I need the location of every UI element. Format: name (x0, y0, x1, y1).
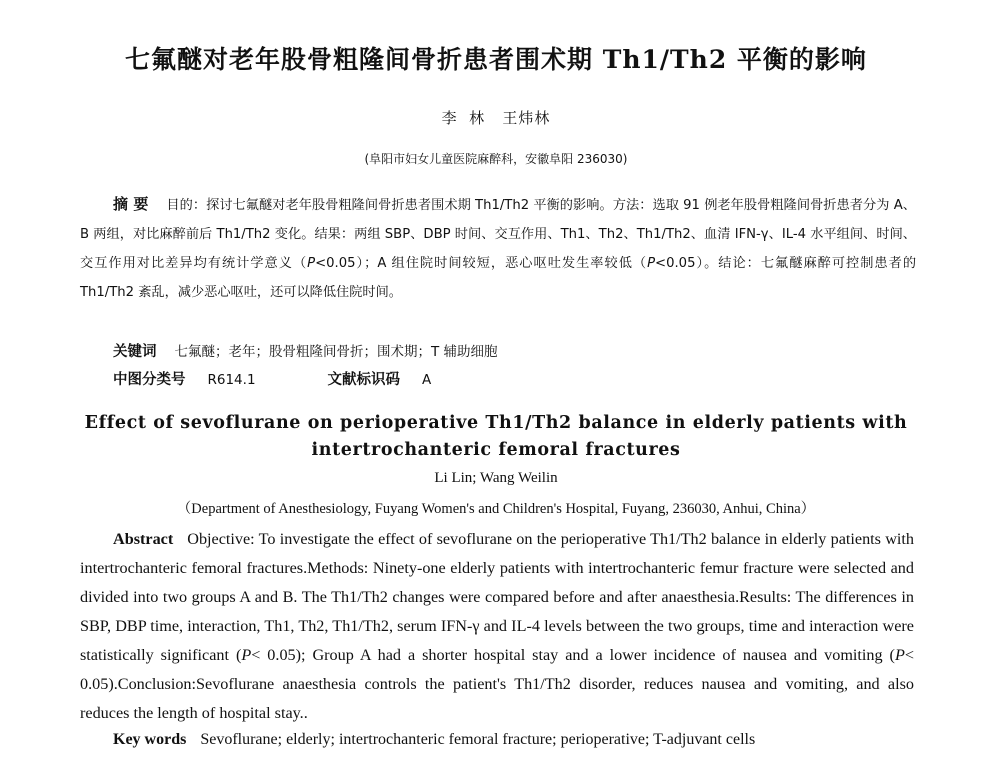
document-code-label: 文献标识码 (327, 372, 400, 388)
chinese-abstract-tail: <0.05）。结论：七氟醚麻醉可控制患者的 Th1/Th2 紊乱，减少恶心呕吐，还可以降低住院时间。 (80, 256, 917, 300)
english-affiliation: （Department of Anesthesiology, Fuyang Women's and Children's Hospital, Fuyang, 236030, Anhui, China） (176, 501, 816, 517)
classification-code: R614.1 (207, 372, 256, 388)
chinese-affiliation: (阜阳市妇女儿童医院麻醉科，安徽阜阳 236030) (364, 152, 628, 166)
english-keywords-label: Key words (113, 731, 187, 748)
english-abstract (80, 525, 914, 728)
chinese-keywords-text: 七氟醚；老年；股骨粗隆间骨折；围术期；T 辅助细胞 (174, 344, 498, 360)
chinese-abstract (80, 190, 916, 307)
chinese-keywords-label: 关键词 (113, 344, 157, 360)
english-abstract-part-b: < 0.05); Group A had a shorter hospital stay and a lower incidence of nausea and vomiting ( (251, 646, 895, 664)
english-authors: Li Lin; Wang Weilin (434, 470, 558, 486)
chinese-authors: 李 林 王炜林 (441, 109, 551, 127)
p-value-symbol: P (241, 646, 252, 664)
english-title: Effect of sevoflurane on perioperative Th1/Th2 balance in elderly patients with intertrochanteric femoral fractures (84, 413, 908, 460)
english-abstract-part-a: Objective: To investigate the effect of sevoflurane on the perioperative Th1/Th2 balance in elderly patients with intertrochanteric femoral fractures.Methods: Ninety-one elderly patients with intertrochanteric femur fracture were selected and divided into two groups A and B. The Th1/Th2 changes were compared before and after anaesthesia.Results: The differences in SBP, DBP time, interaction, Th1, Th2, Th1/Th2, serum IFN-γ and IL-4 levels between the two groups, time and interaction were statistically significant ( (80, 530, 914, 664)
classification-label: 中图分类号 (113, 372, 186, 388)
chinese-abstract-mid: <0.05）；A 组住院时间较短，恶心呕吐发生率较低（ (315, 256, 648, 271)
chinese-abstract-label: 摘 要 (113, 195, 149, 213)
english-keywords (113, 731, 933, 749)
chinese-abstract-text: 目的：探讨七氟醚对老年股骨粗隆间骨折患者围术期 Th1/Th2 平衡的影响。方法：选取 91 例老年股骨粗隆间骨折患者分为 A、B 两组，对比麻醉前后 Th1/Th2 变化。结果：两组 SBP、DBP 时间、交互作用、Th1、Th2、Th1/Th2、血清 IFN-γ、IL-4 水平组间、时间、交互作用对比差异均有统计学意义（ (80, 198, 916, 271)
chinese-title: 七氟醚对老年股骨粗隆间骨折患者围术期 Th1/Th2 平衡的影响 (125, 45, 867, 74)
p-value-symbol: P (647, 256, 656, 271)
classification-row (113, 368, 913, 389)
english-keywords-text: Sevoflurane; elderly; intertrochanteric femoral fracture; perioperative; T-adjuvant cells (200, 731, 756, 748)
p-value-symbol: P (894, 646, 905, 664)
chinese-keywords (113, 340, 913, 361)
english-abstract-label: Abstract (113, 530, 174, 548)
english-abstract-part-c: < 0.05).Conclusion:Sevoflurane anaesthesia controls the patient's Th1/Th2 disorder, reduces nausea and vomiting, and also reduces the length of hospital stay.. (80, 646, 914, 722)
p-value-symbol: P (307, 256, 316, 271)
document-code: A (422, 372, 432, 388)
